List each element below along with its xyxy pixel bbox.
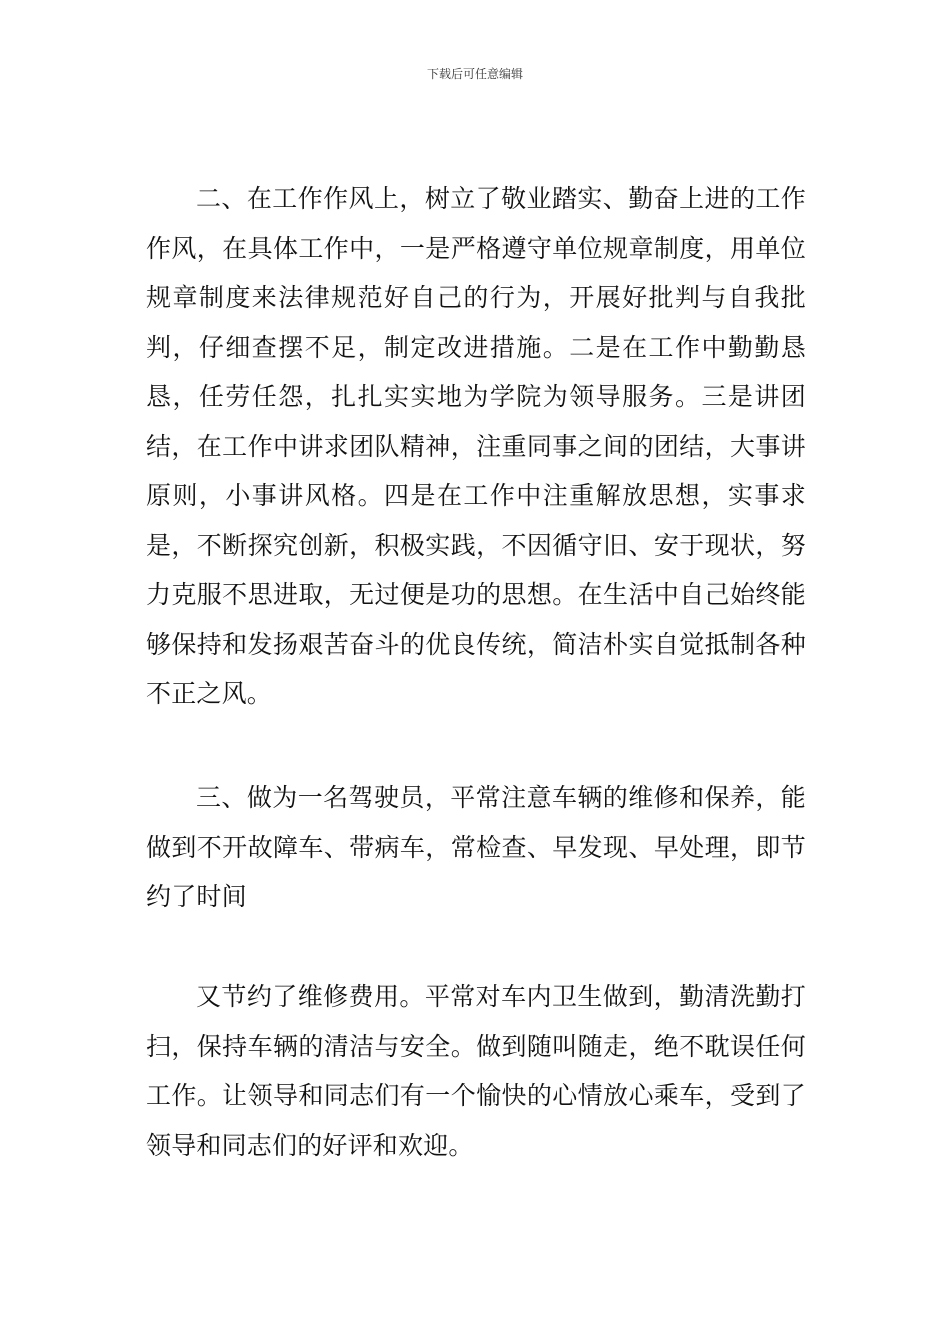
paragraph-driver-duties: 三、做为一名驾驶员，平常注意车辆的维修和保养，能做到不开故障车、带病车，常检查、早发现、早处理，即节约了时间 — [146, 783, 806, 911]
page-header: 下载后可任意编辑 — [426, 67, 523, 81]
paragraph-work-style: 二、在工作作风上，树立了敬业踏实、勤奋上进的工作作风，在具体工作中，一是严格遵守单位规章制度，用单位规章制度来法律规范好自己的行为，开展好批判与自我批判，仔细查摆不足，制定改进措施。二是在工作中勤勤恳恳，任劳任怨，扎扎实实地为学院为领导服务。三是讲团结，在工作中讲求团队精神，注重同事之间的团结，大事讲原则，小事讲风格。四是在工作中注重解放思想，实事求是，不断探究创新，积极实践，不因循守旧、安于现状，努力克服不思进取，无过便是功的思想。在生活中自己始终能够保持和发扬艰苦奋斗的优良传统，简洁朴实自觉抵制各种不正之风。 — [146, 184, 806, 708]
paragraph-vehicle-care: 又节约了维修费用。平常对车内卫生做到，勤清洗勤打扫，保持车辆的清洁与安全。做到随叫随走，绝不耽误任何工作。让领导和同志们有一个愉快的心情放心乘车，受到了领导和同志们的好评和欢迎。 — [146, 982, 806, 1160]
